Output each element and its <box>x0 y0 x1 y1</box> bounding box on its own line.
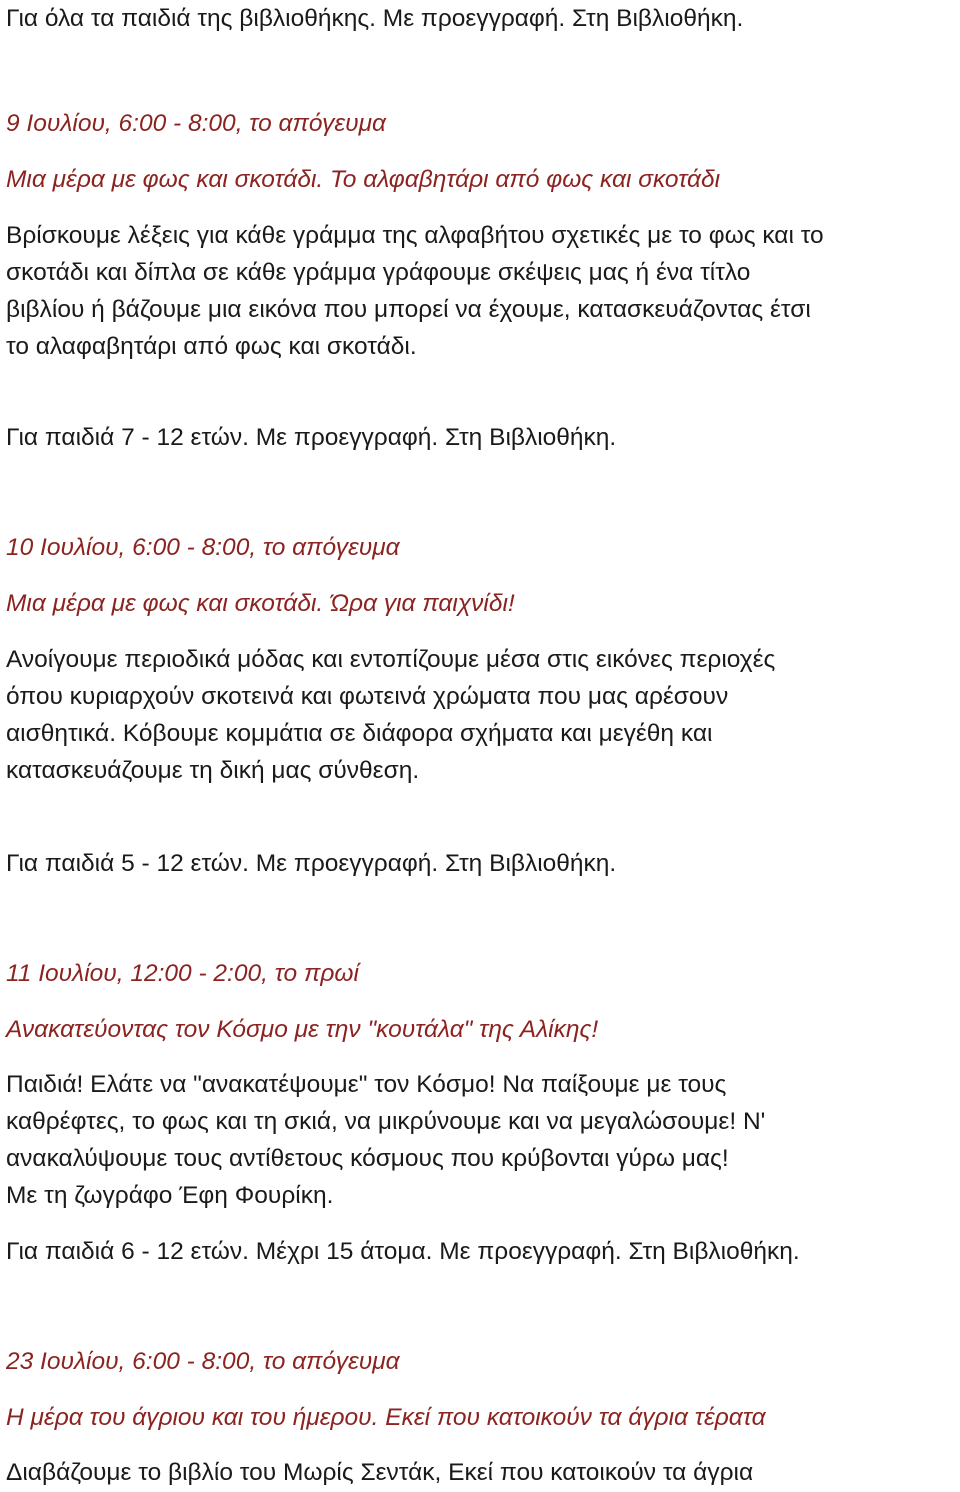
event-title: Ανακατεύοντας τον Κόσμο με την "κουτάλα" της Αλίκης! <box>6 1016 599 1043</box>
event-date: 10 Ιουλίου, 6:00 - 8:00, το απόγευμα <box>6 534 400 561</box>
event-date: 9 Ιουλίου, 6:00 - 8:00, το απόγευμα <box>6 110 387 137</box>
event-description-line: Παιδιά! Ελάτε να "ανακατέψουμε" τον Κόσμο! Να παίξουμε με τους <box>6 1071 727 1098</box>
event-title: Η μέρα του άγριου και του ήμερου. Εκεί που κατοικούν τα άγρια τέρατα <box>6 1404 766 1431</box>
event-date: 23 Ιουλίου, 6:00 - 8:00, το απόγευμα <box>6 1348 400 1375</box>
event-date: 11 Ιουλίου, 12:00 - 2:00, το πρωί <box>6 960 359 987</box>
event-description-line: Διαβάζουμε το βιβλίο του Μωρίς Σεντάκ, Εκεί που κατοικούν τα άγρια <box>6 1459 754 1486</box>
event-description-line: Ανοίγουμε περιοδικά μόδας και εντοπίζουμε μέσα στις εικόνες περιοχές <box>6 646 776 673</box>
event-description-line: αισθητικά. Κόβουμε κομμάτια σε διάφορα σχήματα και μεγέθη και <box>6 720 713 747</box>
event-description-line: σκοτάδι και δίπλα σε κάθε γράμμα γράφουμε σκέψεις μας ή ένα τίτλο <box>6 259 751 286</box>
event-description-line: όπου κυριαρχούν σκοτεινά και φωτεινά χρώματα που μας αρέσουν <box>6 683 729 710</box>
event-description-line: Βρίσκουμε λέξεις για κάθε γράμμα της αλφαβήτου σχετικές με το φως και το <box>6 222 824 249</box>
event-description-line: καθρέφτες, το φως και τη σκιά, να μικρύνουμε και να μεγαλώσουμε! Ν' <box>6 1108 766 1135</box>
event-description-line: κατασκευάζουμε τη δική μας σύνθεση. <box>6 757 420 784</box>
event-description-line: ανακαλύψουμε τους αντίθετους κόσμους που κρύβονται γύρω μας! <box>6 1145 729 1172</box>
event-title: Μια μέρα με φως και σκοτάδι. Ώρα για παιχνίδι! <box>6 590 515 617</box>
intro-info-line: Για όλα τα παιδιά της βιβλιοθήκης. Με προεγγραφή. Στη Βιβλιοθήκη. <box>6 5 744 32</box>
event-title: Μια μέρα με φως και σκοτάδι. Το αλφαβητάρι από φως και σκοτάδι <box>6 166 721 193</box>
event-description-line: βιβλίου ή βάζουμε μια εικόνα που μπορεί να έχουμε, κατασκευάζοντας έτσι <box>6 296 811 323</box>
event-info: Για παιδιά 6 - 12 ετών. Μέχρι 15 άτομα. Με προεγγραφή. Στη Βιβλιοθήκη. <box>6 1238 800 1265</box>
event-description-line: Με τη ζωγράφο Έφη Φουρίκη. <box>6 1182 334 1209</box>
event-description-line: το αλαφαβητάρι από φως και σκοτάδι. <box>6 333 417 360</box>
event-info: Για παιδιά 7 - 12 ετών. Με προεγγραφή. Στη Βιβλιοθήκη. <box>6 424 617 451</box>
event-info: Για παιδιά 5 - 12 ετών. Με προεγγραφή. Στη Βιβλιοθήκη. <box>6 850 617 877</box>
